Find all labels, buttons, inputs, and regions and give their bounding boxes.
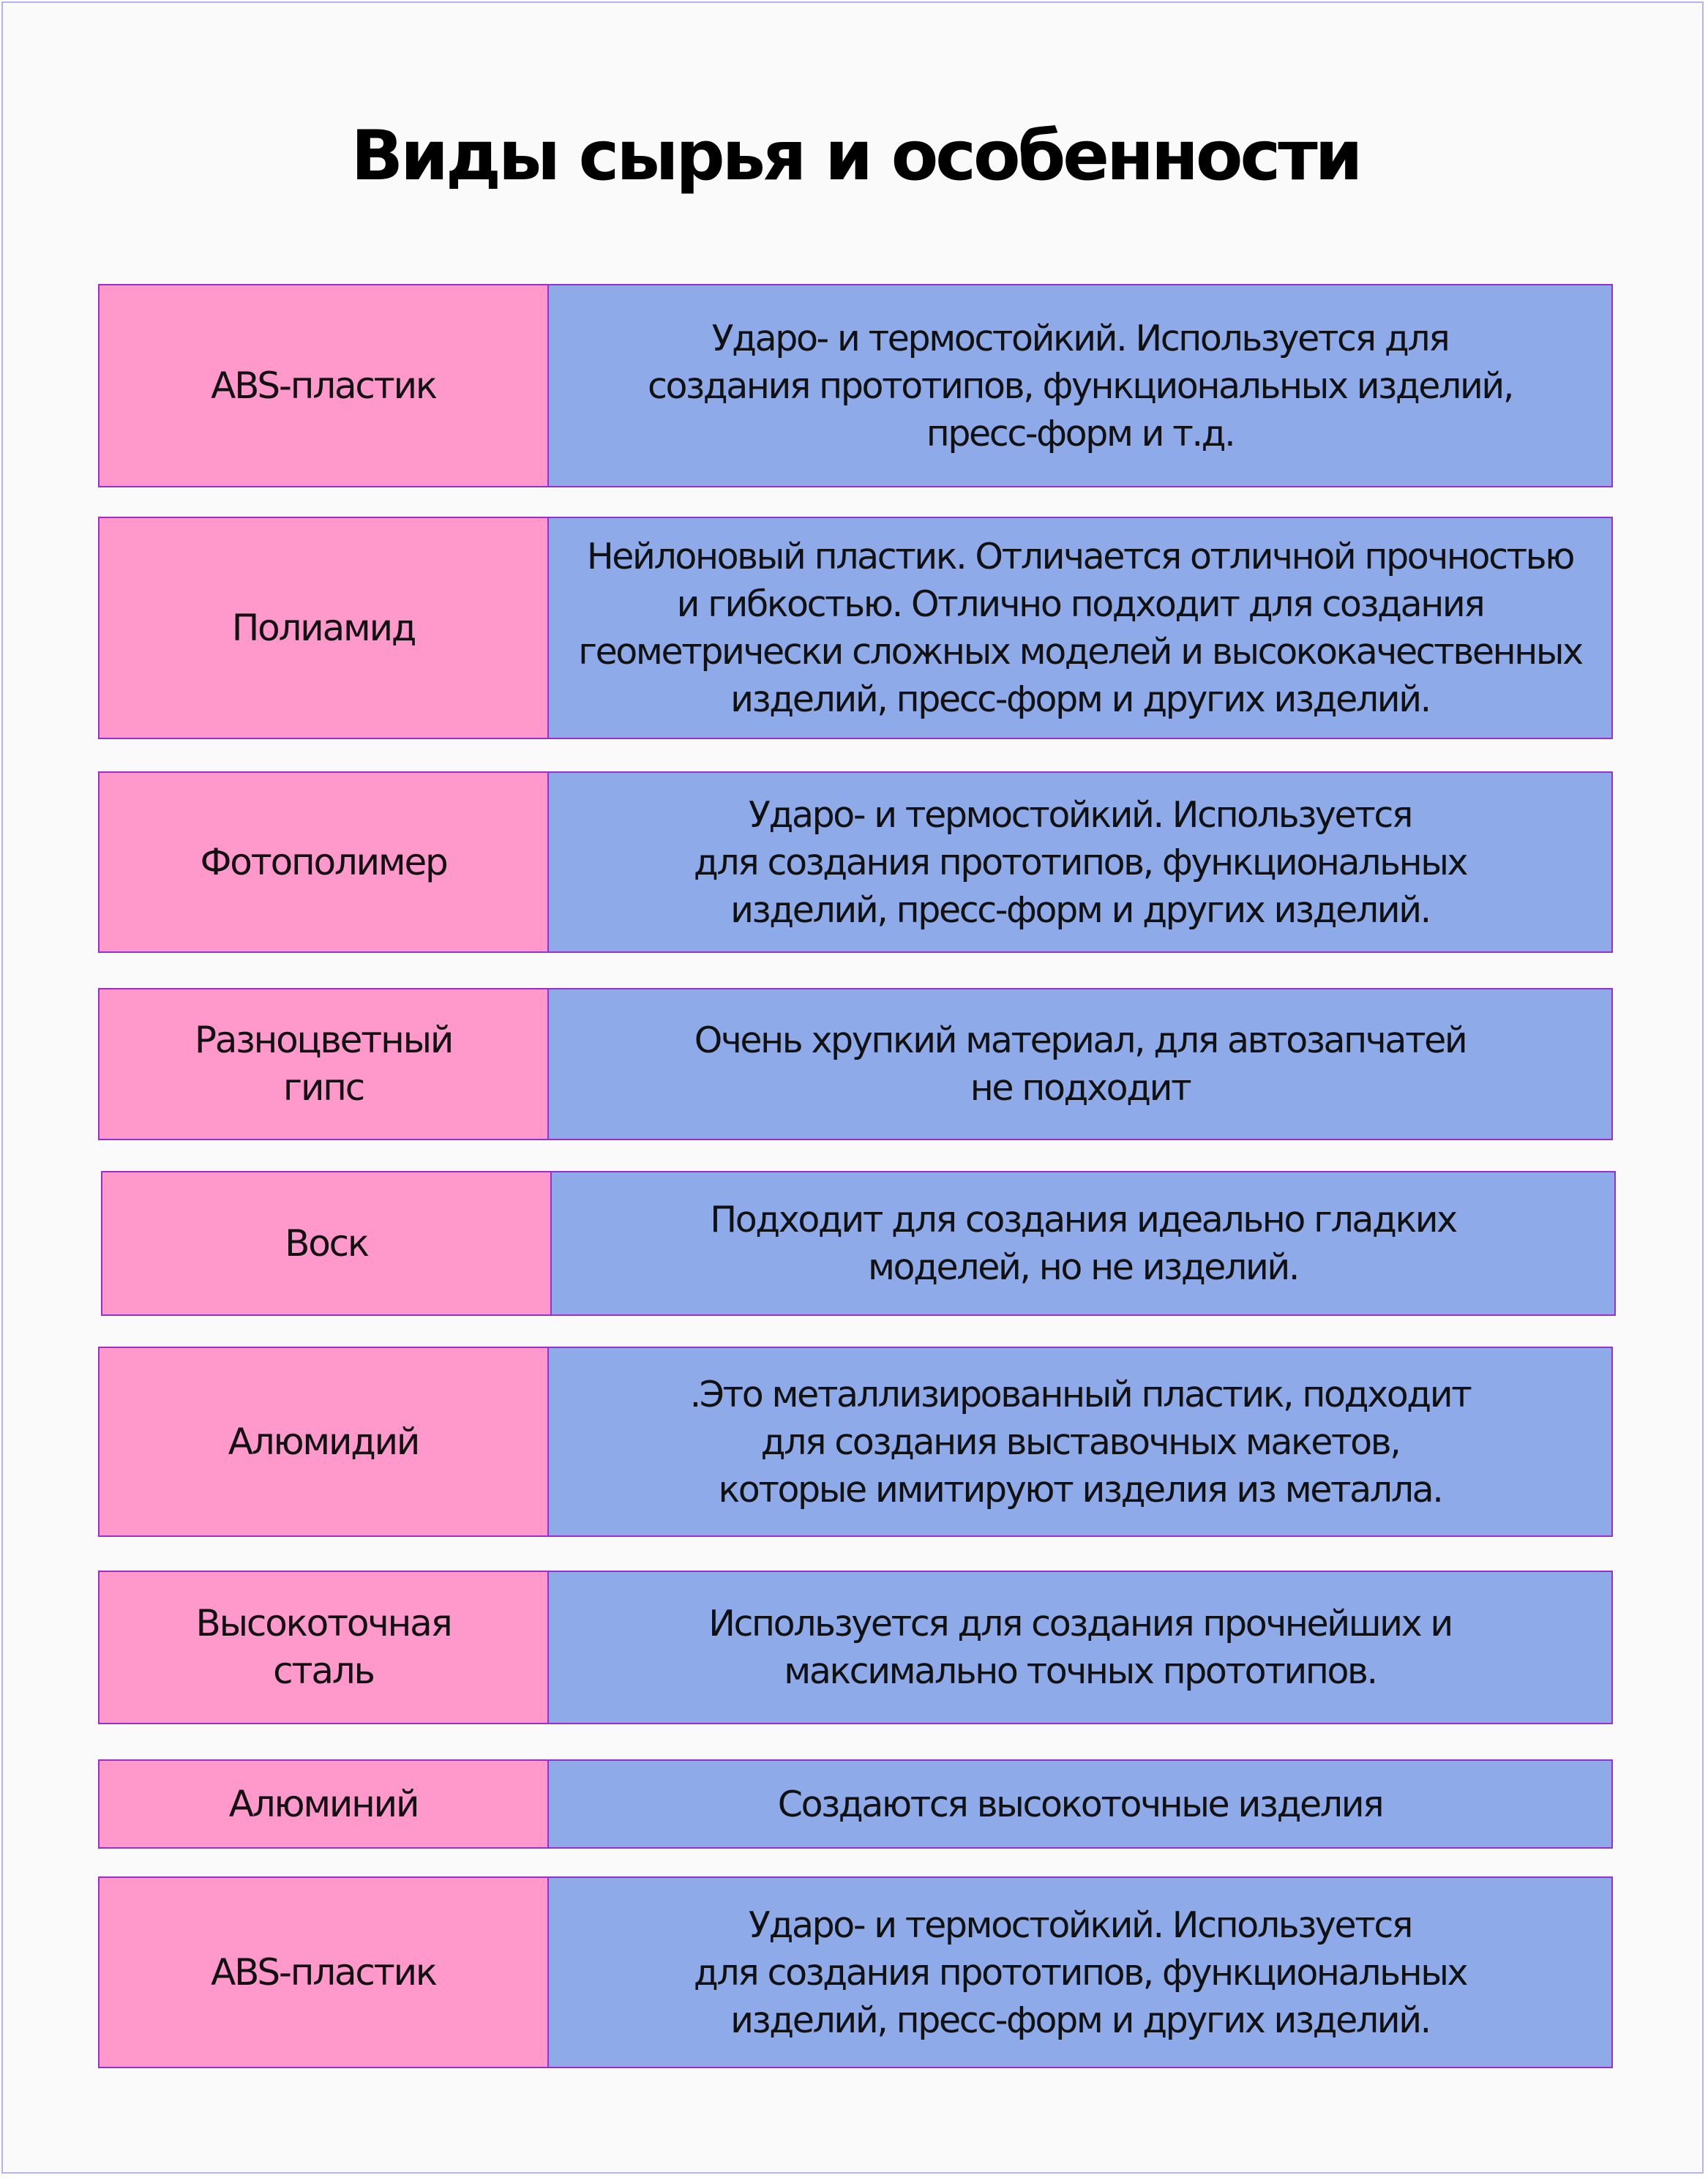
material-description: Нейлоновый пластик. Отличается отличной прочностью и гибкостью. Отлично подходит для создания геометрически сложных моделей и высококачественных изделий, пресс-форм и других изделий. [578,536,1582,720]
material-description: Создаются высокоточные изделия [777,1783,1383,1825]
material-name: Алюминий [228,1782,419,1825]
material-name-cell [100,518,549,738]
material-name: Алюмидий [228,1420,419,1463]
table-row [98,517,1613,739]
table-row [98,1759,1613,1849]
table-row [98,771,1613,953]
material-name: Фотополимер [200,840,447,883]
page [1,1,1704,2174]
material-description-cell [549,773,1611,951]
material-name-cell [102,1172,552,1314]
material-name-cell [100,1878,549,2067]
material-description: Очень хрупкий материал, для автозапчатей не подходит [694,1019,1467,1109]
material-description: Используется для создания прочнейших и максимально точных прототипов. [708,1603,1452,1692]
material-description: Ударо- и термостойкий. Используется для создания прототипов, функциональных изделий, пресс-форм и других изделий. [693,1904,1467,2041]
material-description-cell [549,1572,1611,1723]
material-name: ABS-пластик [211,1950,436,1994]
material-name-cell [100,1761,549,1847]
material-name-cell [100,285,549,486]
material-description: Ударо- и термостойкий. Используется для создания прототипов, функциональных изделий, пресс-форм и т.д. [647,317,1513,454]
table-row [98,284,1613,487]
table-row [98,1347,1613,1537]
page-title: Виды сырья и особенности [351,116,1360,196]
material-description-cell [549,1761,1611,1847]
table-row [98,988,1613,1140]
material-description-cell [549,285,1611,486]
material-name-cell [100,989,549,1139]
material-name-cell [100,1572,549,1723]
material-description: Ударо- и термостойкий. Используется для создания прототипов, функциональных изделий, пресс-форм и других изделий. [693,793,1467,931]
material-name: Воск [285,1221,368,1265]
table-row [98,1571,1613,1724]
material-description: .Это металлизированный пластик, подходит для создания выставочных макетов, которые имитируют изделия из металла. [689,1373,1471,1511]
material-description-cell [549,1878,1611,2067]
material-name: Высокоточная сталь [195,1602,452,1692]
material-name-cell [100,773,549,951]
material-name: Полиамид [231,606,416,649]
material-description-cell [549,1348,1611,1535]
material-name-cell [100,1348,549,1535]
material-description-cell [549,989,1611,1139]
table-row [98,1876,1613,2068]
material-description-cell [549,518,1611,738]
table-row [101,1171,1616,1316]
material-name: ABS-пластик [211,364,436,407]
material-description: Подходит для создания идеально гладких моделей, но не изделий. [710,1199,1456,1288]
material-name: Разноцветный гипс [194,1019,453,1109]
material-description-cell [552,1172,1614,1314]
